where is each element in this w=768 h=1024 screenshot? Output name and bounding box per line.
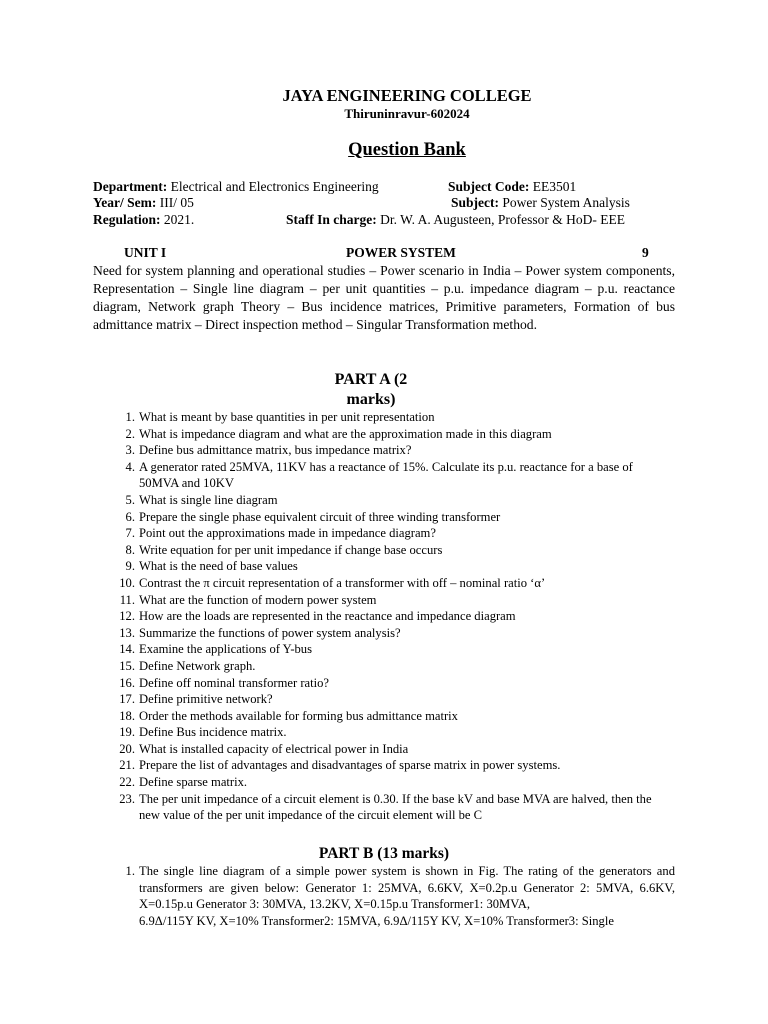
question-text: Summarize the functions of power system analysis? bbox=[139, 625, 401, 640]
part-b-heading: PART B (13 marks) bbox=[318, 845, 450, 862]
question-number: 6. bbox=[125, 509, 135, 524]
question-item bbox=[110, 592, 670, 609]
part-a-question-list bbox=[110, 409, 670, 824]
question-item bbox=[110, 774, 670, 791]
question-text: What is meant by base quantities in per unit representation bbox=[139, 410, 435, 424]
question-item bbox=[110, 691, 670, 708]
question-text: A generator rated 25MVA, 11KV has a reactance of 15%. Calculate its p.u. reactance for a base of 50MVA and 10KV bbox=[139, 459, 633, 491]
question-item bbox=[110, 608, 670, 625]
question-text: How are the loads are represented in the reactance and impedance diagram bbox=[139, 609, 516, 624]
part-b-question-text-1: The single line diagram of a simple power system is shown in Fig. The rating of the generators and transformers are given below: Generator 1: 25MVA, 6.6KV, X=0.2p.u Generator 2: 5MVA, 6.6KV, X=0.15p.u Generator 3: 30MVA, 13.2KV, X=0.15p.u Transformer1: 30MVA, bbox=[139, 864, 675, 912]
question-text: Contrast the π circuit representation of a transformer with off – nominal ratio ‘α’ bbox=[139, 575, 546, 590]
question-item bbox=[110, 459, 670, 492]
question-number: 23. bbox=[119, 791, 135, 806]
question-item bbox=[110, 675, 670, 692]
question-text: Define primitive network? bbox=[139, 692, 273, 707]
question-number: 5. bbox=[125, 492, 135, 507]
department-label: Department: bbox=[93, 179, 168, 194]
question-text: Examine the applications of Y-bus bbox=[139, 642, 313, 657]
department-value: Electrical and Electronics Engineering bbox=[170, 179, 379, 194]
subject-code-value: EE3501 bbox=[532, 179, 577, 194]
question-number: 1. bbox=[125, 410, 135, 424]
question-item bbox=[110, 426, 670, 443]
question-item bbox=[110, 625, 670, 642]
regulation-value: 2021. bbox=[163, 212, 195, 227]
question-text: Order the methods available for forming bus admittance matrix bbox=[139, 708, 458, 723]
question-number: 4. bbox=[125, 459, 135, 474]
staff-field bbox=[286, 212, 625, 228]
question-number: 3. bbox=[125, 443, 135, 458]
question-text: What is the need of base values bbox=[139, 559, 298, 574]
part-a-heading-line1: PART A (2 bbox=[334, 371, 408, 388]
unit-hours: 9 bbox=[642, 245, 649, 260]
question-text: Define off nominal transformer ratio? bbox=[139, 675, 330, 690]
year-sem-field bbox=[93, 195, 194, 211]
question-item bbox=[110, 708, 670, 725]
question-number: 9. bbox=[125, 559, 135, 574]
question-number: 11. bbox=[119, 592, 135, 607]
unit-title: POWER SYSTEM bbox=[346, 245, 456, 260]
question-number: 8. bbox=[125, 542, 135, 557]
question-item bbox=[110, 492, 670, 509]
unit-number: UNIT I bbox=[124, 245, 167, 260]
subject-code-field bbox=[448, 179, 576, 195]
question-number: 21. bbox=[119, 758, 135, 773]
question-text: Define Network graph. bbox=[139, 658, 256, 673]
question-text: Define sparse matrix. bbox=[139, 775, 248, 790]
question-item bbox=[110, 525, 670, 542]
question-number: 2. bbox=[125, 426, 135, 441]
question-text: Prepare the single phase equivalent circuit of three winding transformer bbox=[139, 509, 501, 524]
question-item bbox=[110, 442, 670, 459]
question-item bbox=[110, 658, 670, 675]
page-title: Question Bank bbox=[348, 140, 466, 160]
question-number: 19. bbox=[119, 725, 135, 740]
question-number: 14. bbox=[119, 642, 135, 657]
question-text: What is impedance diagram and what are the approximation made in this diagram bbox=[139, 426, 552, 441]
question-text: Write equation for per unit impedance if change base occurs bbox=[139, 542, 443, 557]
part-b-question bbox=[110, 863, 675, 929]
question-text: What is single line diagram bbox=[139, 492, 278, 507]
college-name: JAYA ENGINEERING COLLEGE bbox=[282, 86, 532, 105]
part-a-heading-line2: marks) bbox=[346, 391, 396, 408]
question-text: Define Bus incidence matrix. bbox=[139, 725, 287, 740]
question-item bbox=[110, 575, 670, 592]
question-text: The per unit impedance of a circuit element is 0.30. If the base kV and base MVA are halved, then the new value of the per unit impedance of the circuit element will be C bbox=[139, 791, 652, 823]
question-item bbox=[110, 409, 670, 426]
question-number: 20. bbox=[119, 741, 135, 756]
question-text: Point out the approximations made in impedance diagram? bbox=[139, 526, 436, 541]
question-number: 12. bbox=[119, 609, 135, 624]
question-number: 13. bbox=[119, 625, 135, 640]
question-number: 16. bbox=[119, 675, 135, 690]
year-sem-value: III/ 05 bbox=[159, 195, 194, 210]
question-item bbox=[110, 741, 670, 758]
question-number: 17. bbox=[119, 692, 135, 707]
regulation-field bbox=[93, 212, 194, 228]
question-number: 10. bbox=[119, 575, 135, 590]
question-number: 7. bbox=[125, 526, 135, 541]
subject-value: Power System Analysis bbox=[502, 195, 630, 210]
subject-code-label: Subject Code: bbox=[448, 179, 530, 194]
subject-field bbox=[451, 195, 630, 211]
question-item bbox=[110, 509, 670, 526]
subject-label: Subject: bbox=[451, 195, 499, 210]
year-sem-label: Year/ Sem: bbox=[93, 195, 157, 210]
part-b-question-body bbox=[139, 863, 675, 929]
staff-label: Staff In charge: bbox=[286, 212, 377, 227]
question-number: 18. bbox=[119, 708, 135, 723]
question-number: 22. bbox=[119, 775, 135, 790]
unit-syllabus: Need for system planning and operational studies – Power scenario in India – Power system components, Representation – Single line diagram – per unit quantities – p.u. impedance diagram – p.u. reactance diagram, Network graph Theory – Bus incidence matrices, Primitive parameters, Formation of bus admittance matrix – Direct inspection method – Singular Transformation method. bbox=[93, 263, 675, 332]
staff-value: Dr. W. A. Augusteen, Professor & HoD- EEE bbox=[380, 212, 625, 227]
question-text: What is installed capacity of electrical power in India bbox=[139, 741, 409, 756]
question-text: What are the function of modern power system bbox=[139, 592, 377, 607]
question-text: Define bus admittance matrix, bus impedance matrix? bbox=[139, 443, 412, 458]
question-item bbox=[110, 641, 670, 658]
question-item bbox=[110, 791, 670, 824]
part-b-question-number: 1. bbox=[125, 864, 135, 878]
regulation-label: Regulation: bbox=[93, 212, 161, 227]
question-item bbox=[110, 558, 670, 575]
department-field bbox=[93, 179, 379, 195]
question-text: Prepare the list of advantages and disadvantages of sparse matrix in power systems. bbox=[139, 758, 561, 773]
question-item bbox=[110, 757, 670, 774]
part-b-question-text-2: 6.9Δ/115Y KV, X=10% Transformer2: 15MVA, 6.9Δ/115Y KV, X=10% Transformer3: Single bbox=[139, 913, 614, 928]
question-item bbox=[110, 724, 670, 741]
question-number: 15. bbox=[119, 658, 135, 673]
college-location: Thiruninravur-602024 bbox=[344, 106, 470, 121]
part-a-heading bbox=[0, 370, 742, 410]
question-item bbox=[110, 542, 670, 559]
